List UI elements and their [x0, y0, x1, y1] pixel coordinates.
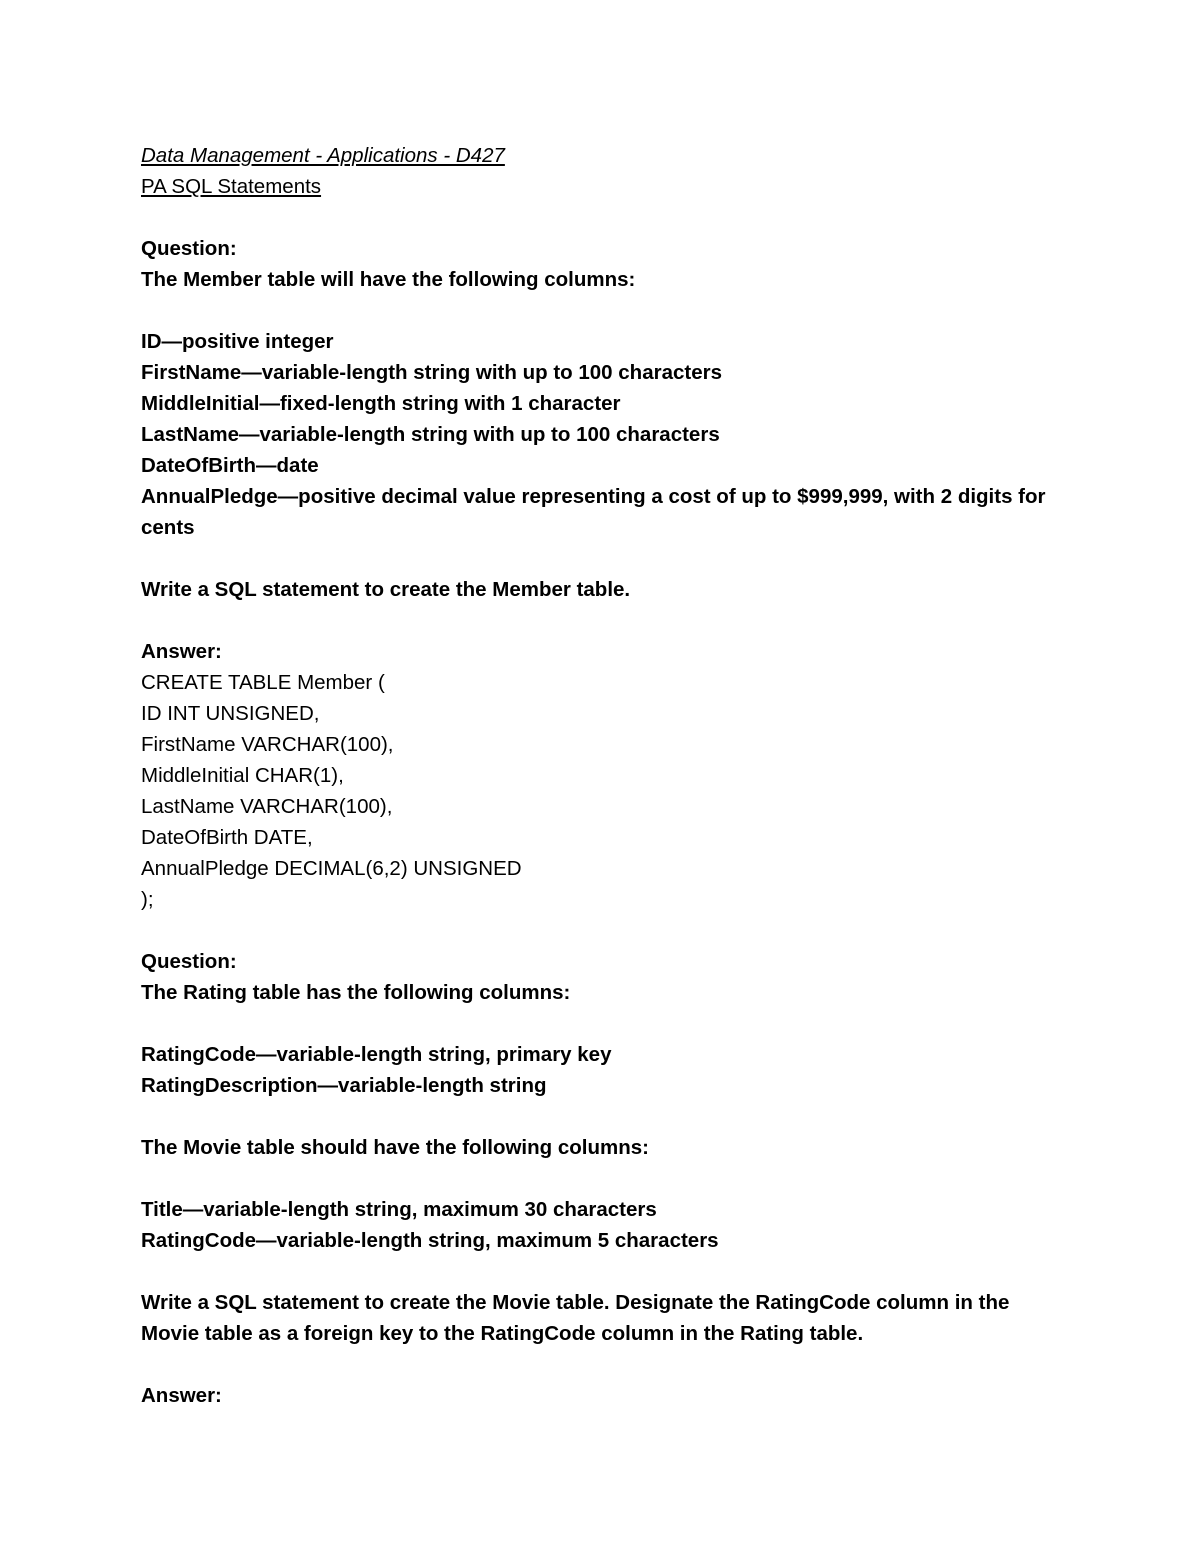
spacer — [141, 202, 1071, 233]
q1-answer-line: AnnualPledge DECIMAL(6,2) UNSIGNED — [141, 857, 522, 880]
spacer — [141, 1163, 1071, 1194]
q1-intro: The Member table will have the following columns: — [141, 268, 636, 291]
spacer — [141, 1008, 1071, 1039]
document-subtitle: PA SQL Statements — [141, 175, 322, 198]
spacer — [141, 295, 1071, 326]
q2-movie-column-item: Title—variable-length string, maximum 30 characters — [141, 1198, 657, 1221]
spacer — [141, 1101, 1071, 1132]
q1-column-item: DateOfBirth—date — [141, 454, 319, 477]
q1-answer-label: Answer: — [141, 640, 222, 663]
course-title: Data Management - Applications - D427 — [141, 144, 505, 167]
q1-column-item: LastName—variable-length string with up to 100 characters — [141, 423, 720, 446]
q2-rating-intro: The Rating table has the following columns: — [141, 981, 571, 1004]
q1-answer-line: MiddleInitial CHAR(1), — [141, 764, 344, 787]
q1-answer-line: ID INT UNSIGNED, — [141, 702, 320, 725]
q1-instruction: Write a SQL statement to create the Member table. — [141, 578, 631, 601]
spacer — [141, 915, 1071, 946]
q1-answer-line: CREATE TABLE Member ( — [141, 671, 385, 694]
q1-column-item: MiddleInitial—fixed-length string with 1 character — [141, 392, 621, 415]
q1-answer-line: FirstName VARCHAR(100), — [141, 733, 394, 756]
document-content — [141, 140, 1071, 1411]
q2-movie-intro: The Movie table should have the following columns: — [141, 1136, 649, 1159]
q2-answer-label: Answer: — [141, 1384, 222, 1407]
q1-column-item: FirstName—variable-length string with up to 100 characters — [141, 361, 722, 384]
spacer — [141, 1256, 1071, 1287]
q1-column-item: AnnualPledge—positive decimal value representing a cost of up to $999,999, with 2 digits for cents — [141, 485, 1046, 539]
q2-rating-column-item: RatingCode—variable-length string, primary key — [141, 1043, 612, 1066]
q1-question-label: Question: — [141, 237, 237, 260]
q2-rating-column-item: RatingDescription—variable-length string — [141, 1074, 547, 1097]
q1-answer-line: DateOfBirth DATE, — [141, 826, 313, 849]
spacer — [141, 543, 1071, 574]
spacer — [141, 605, 1071, 636]
q1-column-item: ID—positive integer — [141, 330, 334, 353]
q2-question-label: Question: — [141, 950, 237, 973]
spacer — [141, 1349, 1071, 1380]
q1-answer-line: ); — [141, 888, 154, 911]
q1-answer-line: LastName VARCHAR(100), — [141, 795, 393, 818]
q2-instruction: Write a SQL statement to create the Movie table. Designate the RatingCode column in the Movie table as a foreign key to the RatingCode column in the Rating table. — [141, 1291, 1010, 1345]
q2-movie-column-item: RatingCode—variable-length string, maximum 5 characters — [141, 1229, 719, 1252]
